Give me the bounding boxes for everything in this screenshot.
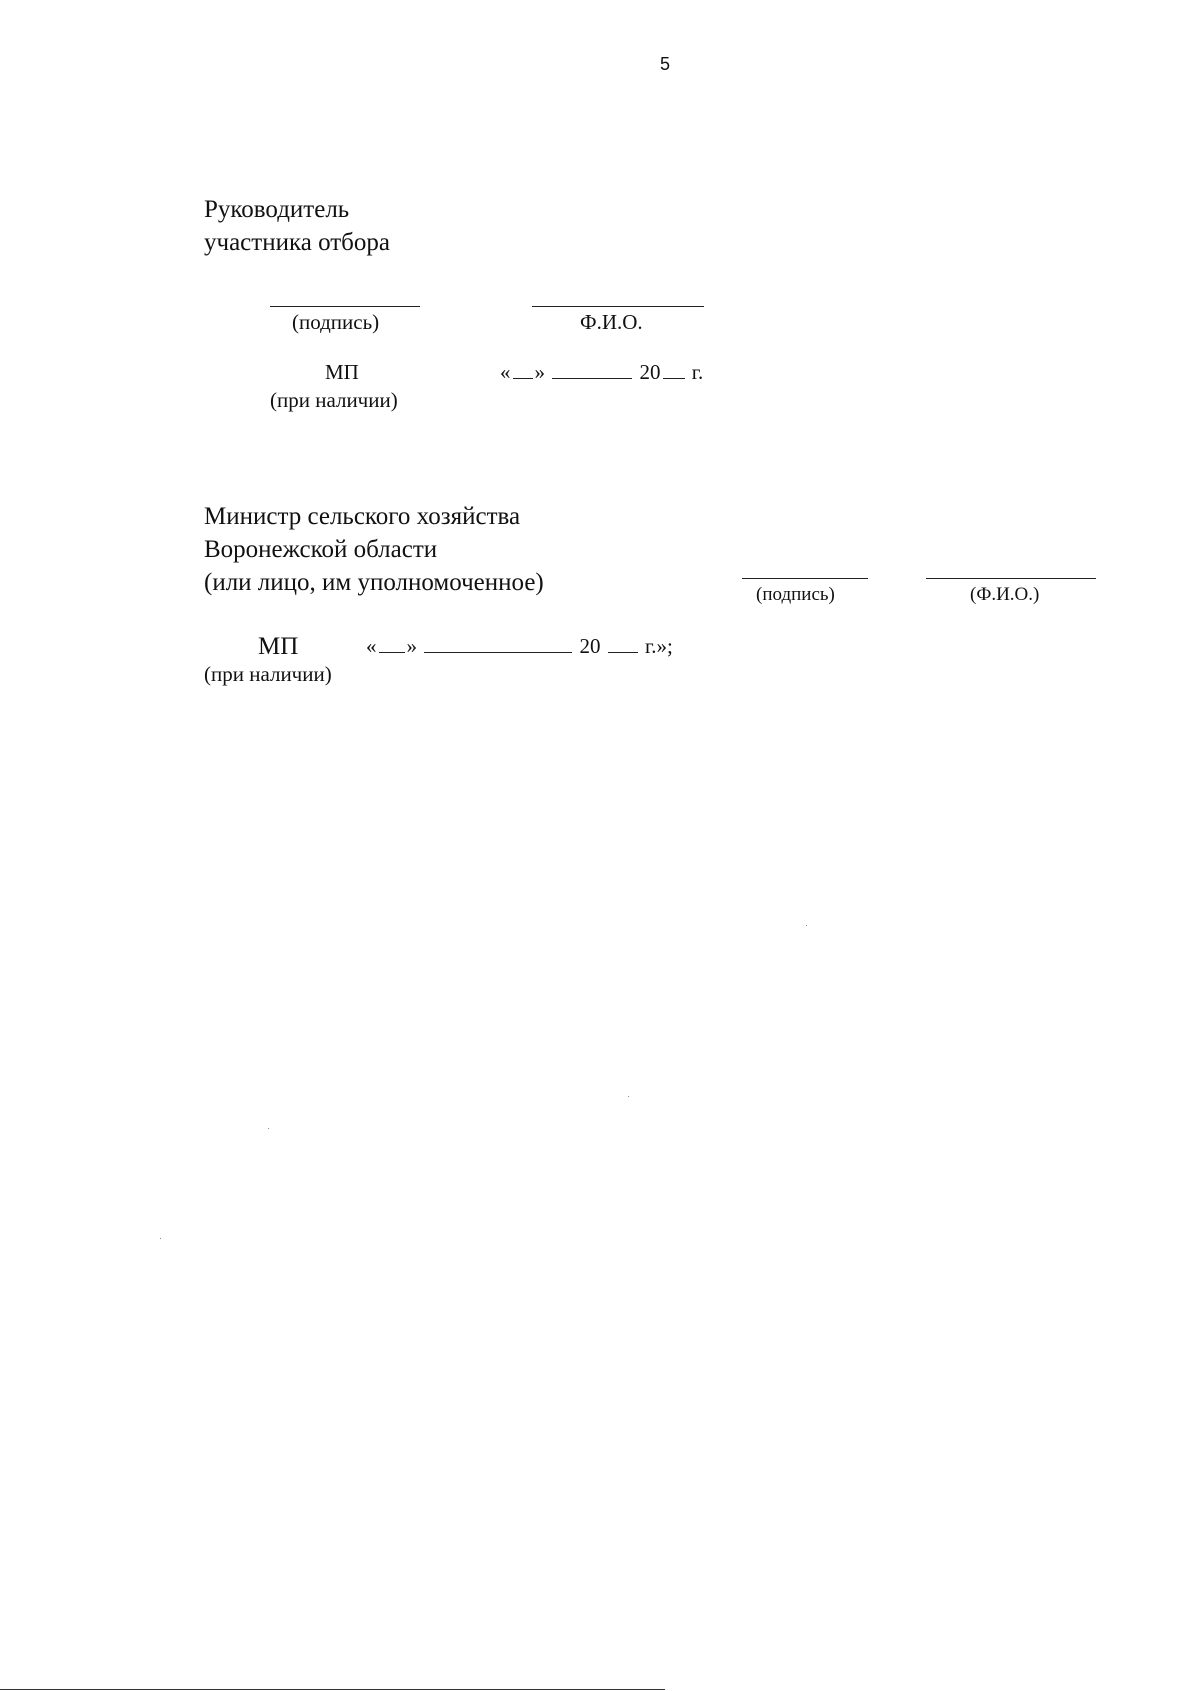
participant-date-close-quote: » (534, 360, 545, 384)
participant-seal-note: (при наличии) (270, 388, 398, 412)
minister-title-line2: Воронежской области (204, 536, 438, 563)
minister-date-close-quote: » (406, 634, 417, 658)
participant-date (500, 360, 703, 385)
minister-date (366, 634, 673, 659)
minister-title-line1: Министр сельского хозяйства (204, 503, 521, 530)
scan-speck (806, 925, 807, 926)
minister-name-line (926, 578, 1096, 579)
participant-title-line2: участника отбора (204, 229, 390, 256)
scan-speck (268, 1128, 269, 1129)
scan-speck (628, 1096, 629, 1097)
participant-signature-caption: (подпись) (292, 310, 380, 334)
participant-title-line1: Руководитель (204, 196, 350, 223)
minister-year-prefix: 20 (579, 634, 601, 658)
page-number: 5 (660, 54, 671, 74)
participant-signature-line (270, 306, 420, 307)
minister-title-line3: (или лицо, им уполномоченное) (204, 569, 544, 596)
scan-speck (160, 1238, 161, 1239)
minister-seal-note: (при наличии) (204, 662, 332, 686)
participant-year-prefix: 20 (639, 360, 661, 384)
participant-month-blank (552, 377, 632, 379)
minister-month-blank (424, 651, 572, 653)
participant-seal-label: МП (325, 360, 359, 384)
participant-name-caption: Ф.И.О. (580, 310, 643, 334)
minister-seal-label: МП (258, 633, 299, 660)
minister-signature-line (742, 578, 868, 579)
scan-bottom-edge-line (0, 1689, 665, 1690)
participant-day-blank (513, 377, 533, 379)
participant-year-blank (663, 377, 685, 379)
minister-date-open-quote: « (366, 634, 377, 658)
minister-year-suffix: г.»; (645, 634, 673, 658)
participant-year-suffix: г. (691, 360, 704, 384)
participant-date-open-quote: « (500, 360, 511, 384)
minister-year-blank (608, 651, 638, 653)
participant-name-line (532, 306, 704, 307)
minister-signature-caption: (подпись) (756, 584, 835, 605)
minister-name-caption: (Ф.И.О.) (970, 584, 1040, 605)
minister-day-blank (379, 651, 405, 653)
